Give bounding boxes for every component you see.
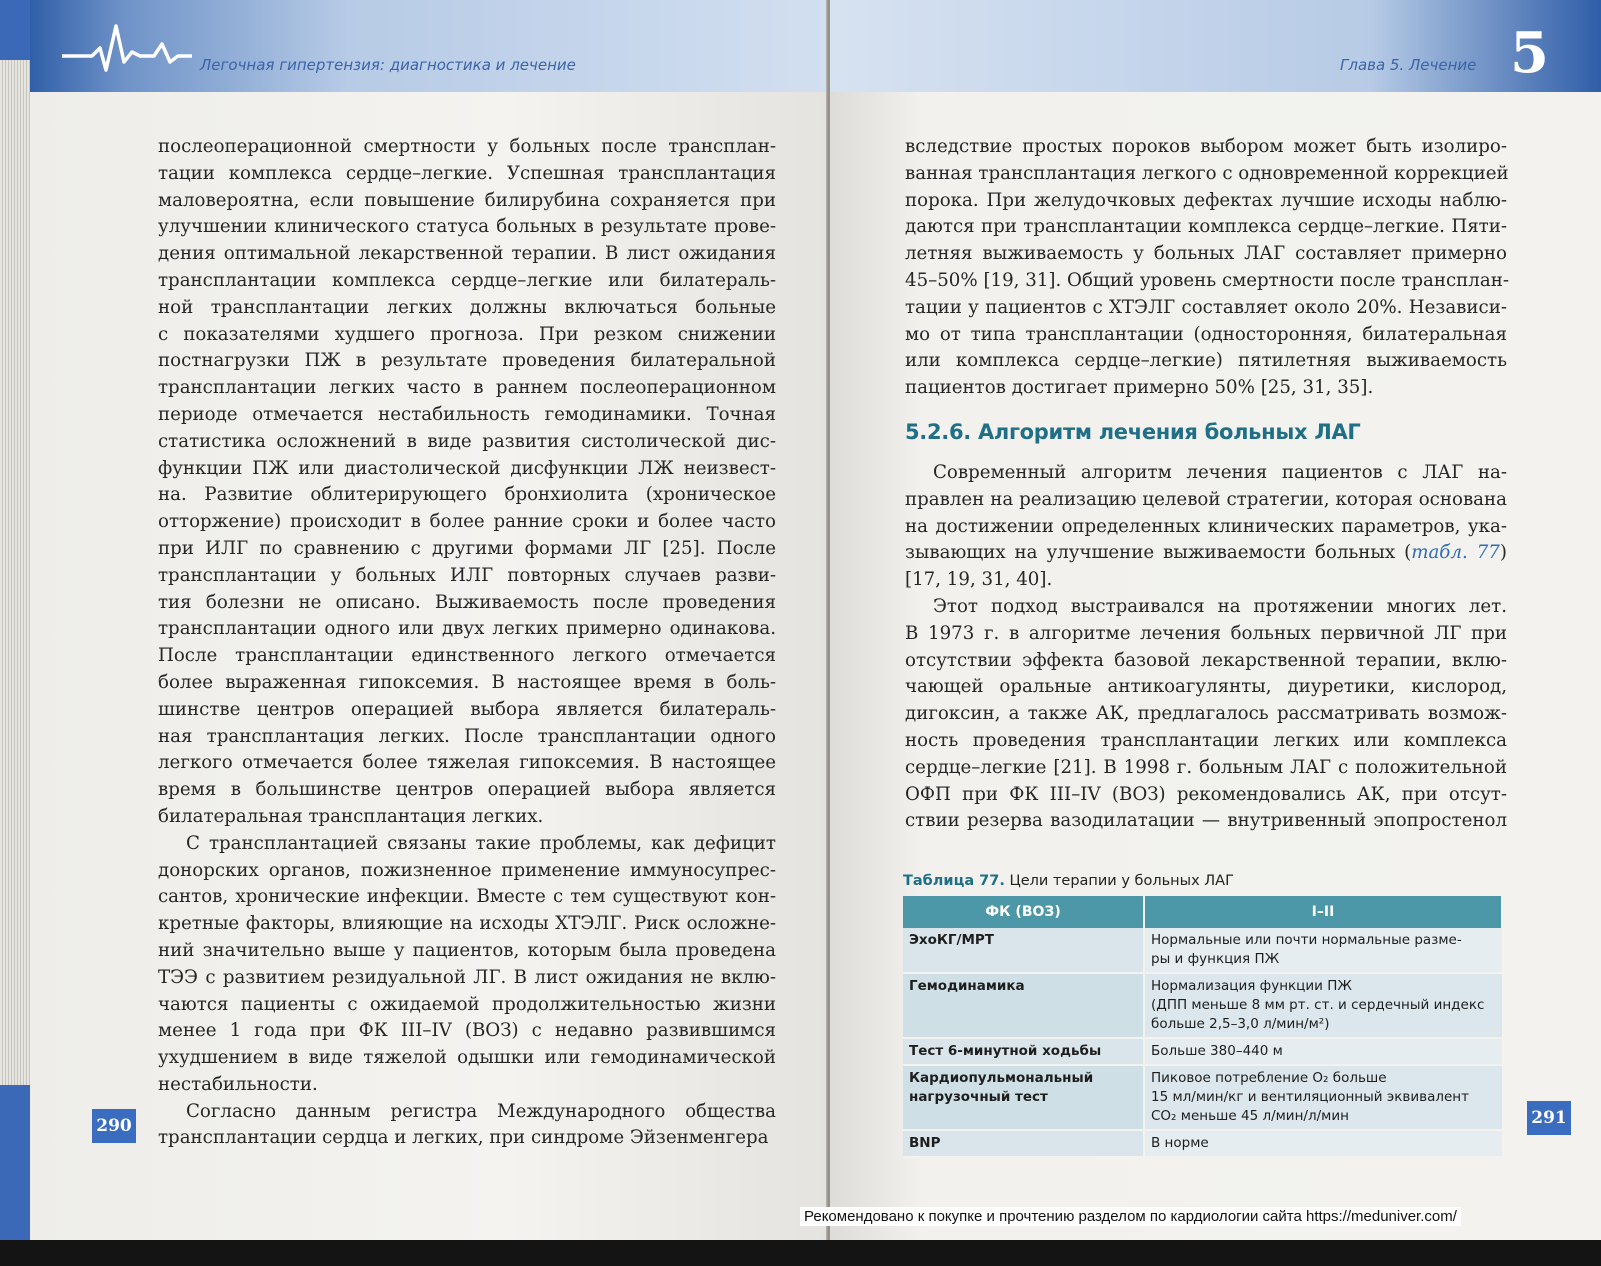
text-line: ной трансплантации легких должны включаться больные [158, 296, 776, 318]
section-title: 5.2.6. Алгоритм лечения больных ЛАГ [905, 420, 1361, 444]
text-line: правлен на реализацию целевой стратегии, которая основана [905, 488, 1507, 510]
table-cell-parameter: ЭхоКГ/МРТ [903, 928, 1144, 973]
table-caption-text: Цели терапии у больных ЛАГ [1004, 873, 1234, 889]
page-edges [0, 0, 30, 1240]
text-line: трансплантации у больных ИЛГ повторных случаев разви- [158, 564, 776, 586]
text-line: отсутствии эффекта базовой лекарственной терапии, вклю- [905, 649, 1507, 671]
therapy-goals-table [903, 896, 1503, 1158]
footer-recommendation: Рекомендовано к покупке и прочтению разделом по кардиологии сайта https://meduniver.com/ [800, 1207, 1461, 1226]
text-line: ная трансплантация легких. После трансплантации одного [158, 725, 776, 747]
text-line: дигоксин, а также АК, предлагалось рассматривать возмож- [905, 703, 1507, 725]
text-line: Современный алгоритм лечения пациентов с ЛАГ на- [933, 462, 1507, 483]
text-line: постнагрузки ПЖ в результате проведения билатеральной [158, 350, 776, 372]
text-line: даются при трансплантации комплекса сердце–легкие. Пяти- [905, 216, 1507, 238]
right-header-band [830, 0, 1601, 92]
text-line: трансплантации одного или двух легких примерно одинакова. [158, 618, 776, 640]
text-line: периоде отмечается нестабильность гемодинамики. Точная [158, 403, 776, 425]
right-running-head: Глава 5. Лечение [1340, 56, 1477, 74]
table-row [903, 1130, 1502, 1157]
text-line: трансплантации сердца и легких, при синдроме Эйзенменгера [158, 1127, 769, 1149]
table-row [903, 1038, 1502, 1065]
right-page-number: 291 [1527, 1101, 1571, 1135]
text-line: вследствие простых пороков выбором может быть изолиро- [905, 136, 1507, 157]
left-page [28, 0, 828, 1240]
text-line: В 1973 г. в алгоритме лечения больных первичной ЛГ при [905, 622, 1507, 644]
text-line: порока. При желудочковых дефектах лучшие исходы наблю- [905, 189, 1507, 211]
text-line: Этот подход выстраивался на протяжении многих лет. [933, 596, 1507, 617]
text-line: ОФП при ФК III–IV (ВОЗ) рекомендовались АК, при отсут- [905, 783, 1507, 805]
left-body-text [158, 134, 776, 1152]
table-header-fc: ФК (ВОЗ) [903, 896, 1144, 928]
text-line: пациентов достигает примерно 50% [25, 31, 35]. [905, 377, 1374, 399]
text-line: отторжение) происходит в более ранние сроки и более часто [158, 511, 776, 533]
text-line: тации у пациентов с ХТЭЛГ составляет около 20%. Независи- [905, 296, 1507, 318]
text-line: кретные факторы, влияющие на исходы ХТЭЛГ. Риск осложне- [158, 913, 776, 935]
left-running-head: Легочная гипертензия: диагностика и лечение [200, 56, 576, 74]
text-line: трансплантации комплекса сердце–легкие или билатераль- [158, 269, 776, 291]
table-cell-parameter: Тест 6-минутной ходьбы [903, 1038, 1144, 1065]
text-line: ность проведения трансплантации легких или комплекса [905, 729, 1507, 751]
text-line: мо от типа трансплантации (односторонняя, билатеральная [905, 323, 1507, 345]
table-cell-parameter: Кардиопульмональный нагрузочный тест [903, 1065, 1144, 1130]
text-line: функции ПЖ или диастолической дисфункции ЛЖ неизвест- [158, 457, 776, 479]
text-line: сантов, хронические инфекции. Вместе с тем существуют кон- [158, 886, 776, 908]
table-cell-target: В норме [1144, 1130, 1502, 1157]
text-line: тации комплекса сердце–легкие. Успешная трансплантация [158, 162, 776, 184]
table-cell-target: Пиковое потребление O₂ больше 15 мл/мин/кг и вентиляционный эквивалент CO₂ меньше 45 л/мин/л/мин [1144, 1065, 1502, 1130]
right-body-text-section [905, 460, 1507, 540]
ecg-logo-icon [62, 18, 192, 78]
text-line: на достижении определенных клинических параметров, ука- [905, 515, 1507, 537]
table-caption-label: Таблица 77. [903, 873, 1005, 889]
table-row [903, 1065, 1502, 1130]
text-line: при ИЛГ по сравнению с другими формами ЛГ [25]. После [158, 537, 776, 559]
text-line: послеоперационной смертности у больных после трансплан- [158, 136, 776, 157]
table-cell-target: Нормализация функции ПЖ (ДПП меньше 8 мм рт. ст. и сердечный индекс больше 2,5–3,0 л/мин/м²) [1144, 973, 1502, 1038]
table-header-class: I–II [1144, 896, 1502, 928]
ref-line-text: зывающих на улучшение выживаемости больных ( [905, 542, 1412, 563]
text-line: время в большинстве центров операцией выбора является [158, 779, 776, 801]
text-line: статистика осложнений в виде развития систолической дис- [158, 430, 776, 452]
text-line: шинстве центров операцией выбора является билатераль- [158, 698, 776, 720]
right-body-text-history [905, 594, 1507, 835]
table-cell-parameter: BNP [903, 1130, 1144, 1157]
ref-line-cont: [17, 19, 31, 40]. [905, 568, 1053, 590]
table-reference-link[interactable]: табл. 77 [1411, 542, 1500, 563]
text-line: маловероятна, если повышение билирубина сохраняется при [158, 189, 776, 211]
right-body-text-top [905, 134, 1507, 402]
text-line: трансплантации легких часто в раннем послеоперационном [158, 377, 776, 399]
table-cell-target: Больше 380–440 м [1144, 1038, 1502, 1065]
table-caption [903, 873, 1234, 889]
text-line: нестабильности. [158, 1073, 318, 1095]
text-line: сердце–легкие [21]. В 1998 г. больным ЛАГ с положительной [905, 756, 1507, 778]
text-line: дения оптимальной лекарственной терапии. В лист ожидания [158, 243, 776, 265]
text-line: После трансплантации единственного легкого отмечается [158, 645, 776, 667]
text-line: тия болезни не описано. Выживаемость после проведения [158, 591, 776, 613]
bottom-strip [0, 1240, 1601, 1266]
text-line: С трансплантацией связаны такие проблемы, как дефицит [186, 832, 776, 854]
text-line: донорских органов, пожизненное применение иммуносупрес- [158, 859, 776, 881]
text-line: ствии резерва вазодилатации — внутривенный эпопростенол [905, 810, 1507, 832]
text-line: чаются пациенты с ожидаемой продолжительностью жизни [158, 993, 776, 1015]
text-line: ухудшением в виде тяжелой одышки или гемодинамической [158, 1047, 776, 1069]
text-line: улучшении клинического статуса больных в результате прове- [158, 216, 776, 238]
text-line: на. Развитие облитерирующего бронхиолита (хроническое [158, 484, 776, 506]
right-body-text-ref [905, 540, 1507, 594]
table-cell-target: Нормальные или почти нормальные разме- ры и функция ПЖ [1144, 928, 1502, 973]
text-line: чающей оральные антикоагулянты, диуретики, кислород, [905, 676, 1507, 698]
text-line: ТЭЭ с развитием резидуальной ЛГ. В лист ожидания не вклю- [158, 966, 776, 988]
text-line: менее 1 года при ФК III–IV (ВОЗ) с недавно развившимся [158, 1020, 776, 1042]
table-row [903, 928, 1502, 973]
text-line: легкого отмечается более тяжелая гипоксемия. В настоящее [158, 752, 776, 774]
text-line: Согласно данным регистра Международного общества [186, 1100, 776, 1122]
text-line: с показателями худшего прогноза. При резком снижении [158, 323, 776, 345]
left-page-number: 290 [92, 1109, 136, 1143]
ref-line-close: ) [1499, 542, 1507, 563]
text-line: или комплекса сердце–легкие) пятилетняя выживаемость [905, 350, 1507, 372]
text-line: ний значительно выше у пациентов, которым была проведена [158, 939, 776, 961]
text-line: летняя выживаемость у больных ЛАГ составляет примерно [905, 243, 1507, 265]
text-line: билатеральная трансплантация легких. [158, 805, 544, 827]
text-line: 45–50% [19, 31]. Общий уровень смертности после трансплан- [905, 269, 1509, 291]
chapter-number: 5 [1510, 20, 1549, 86]
text-line: ванная трансплантация легкого с одновременной коррекцией [905, 162, 1509, 184]
table-row [903, 973, 1502, 1038]
text-line: более выраженная гипоксемия. В настоящее время в боль- [158, 671, 776, 693]
table-cell-parameter: Гемодинамика [903, 973, 1144, 1038]
